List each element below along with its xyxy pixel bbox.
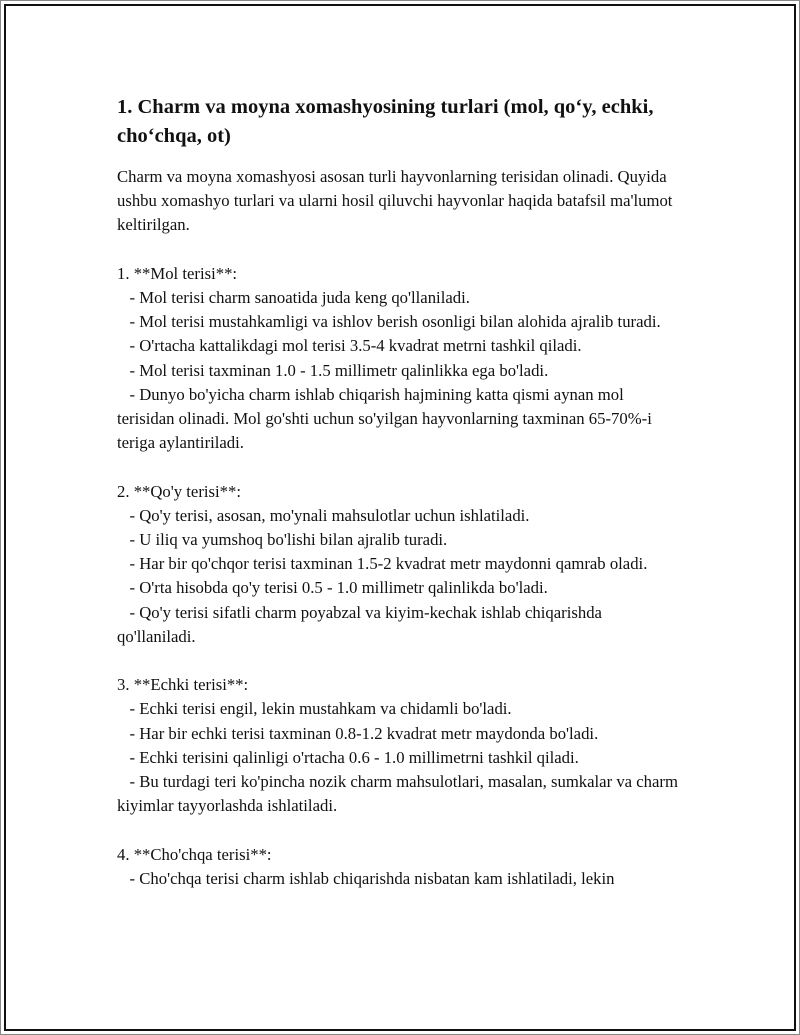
intro-paragraph: Charm va moyna xomashyosi asosan turli hayvonlarning terisidan olinadi. Quyida ushbu xomashyo turlari va ularni hosil qiluvchi hayvonlar haqida batafsil ma'lumot keltirilgan. — [117, 167, 677, 235]
document-content — [117, 93, 683, 891]
section-title: 1. Charm va moyna xomashyosining turlari (mol, qo‘y, echki, cho‘chqa, ot) — [117, 96, 654, 147]
body-text: 1. **Mol terisi**: - Mol terisi charm sanoatida juda keng qo'llaniladi. - Mol terisi mustahkamligi va ishlov berish osonligi bilan alohida ajralib turadi. - O'rtacha kattalikdagi mol terisi 3.5-4 kvadrat metrni tashkil qiladi. - Mol terisi taxminan 1.0 - 1.5 millimetr qalinlikka ega bo'ladi. - Dunyo bo'yicha charm ishlab chiqarish hajmining katta qismi aynan mol terisidan olinadi. Mol go'shti uchun so'yilgan hayvonlarning taxminan 65-70%-i teriga aylantiriladi. 2. **Qo'y terisi**: - Qo'y terisi, asosan, mo'ynali mahsulotlar uchun ishlatiladi. - U iliq va yumshoq bo'lishi bilan ajralib turadi. - Har bir qo'chqor terisi taxminan 1.5-2 kvadrat metr maydonni qamrab oladi. - O'rta hisobda qo'y terisi 0.5 - 1.0 millimetr qalinlikda bo'ladi. - Qo'y terisi sifatli charm poyabzal va kiyim-kechak ishlab chiqarishda qo'llaniladi. 3. **Echki terisi**: - Echki terisi engil, lekin mustahkam va chidamli bo'ladi. - Har bir echki terisi taxminan 0.8-1.2 kvadrat metr maydonda bo'ladi. - Echki terisini qalinligi o'rtacha 0.6 - 1.0 millimetrni tashkil qiladi. - Bu turdagi teri ko'pincha nozik charm mahsulotlari, masalan, sumkalar va charm kiyimlar tayyorlashda ishlatiladi. 4. **Cho'chqa terisi**: - Cho'chqa terisi charm ishlab chiqarishda nisbatan kam ishlatiladi, lekin — [117, 263, 678, 888]
